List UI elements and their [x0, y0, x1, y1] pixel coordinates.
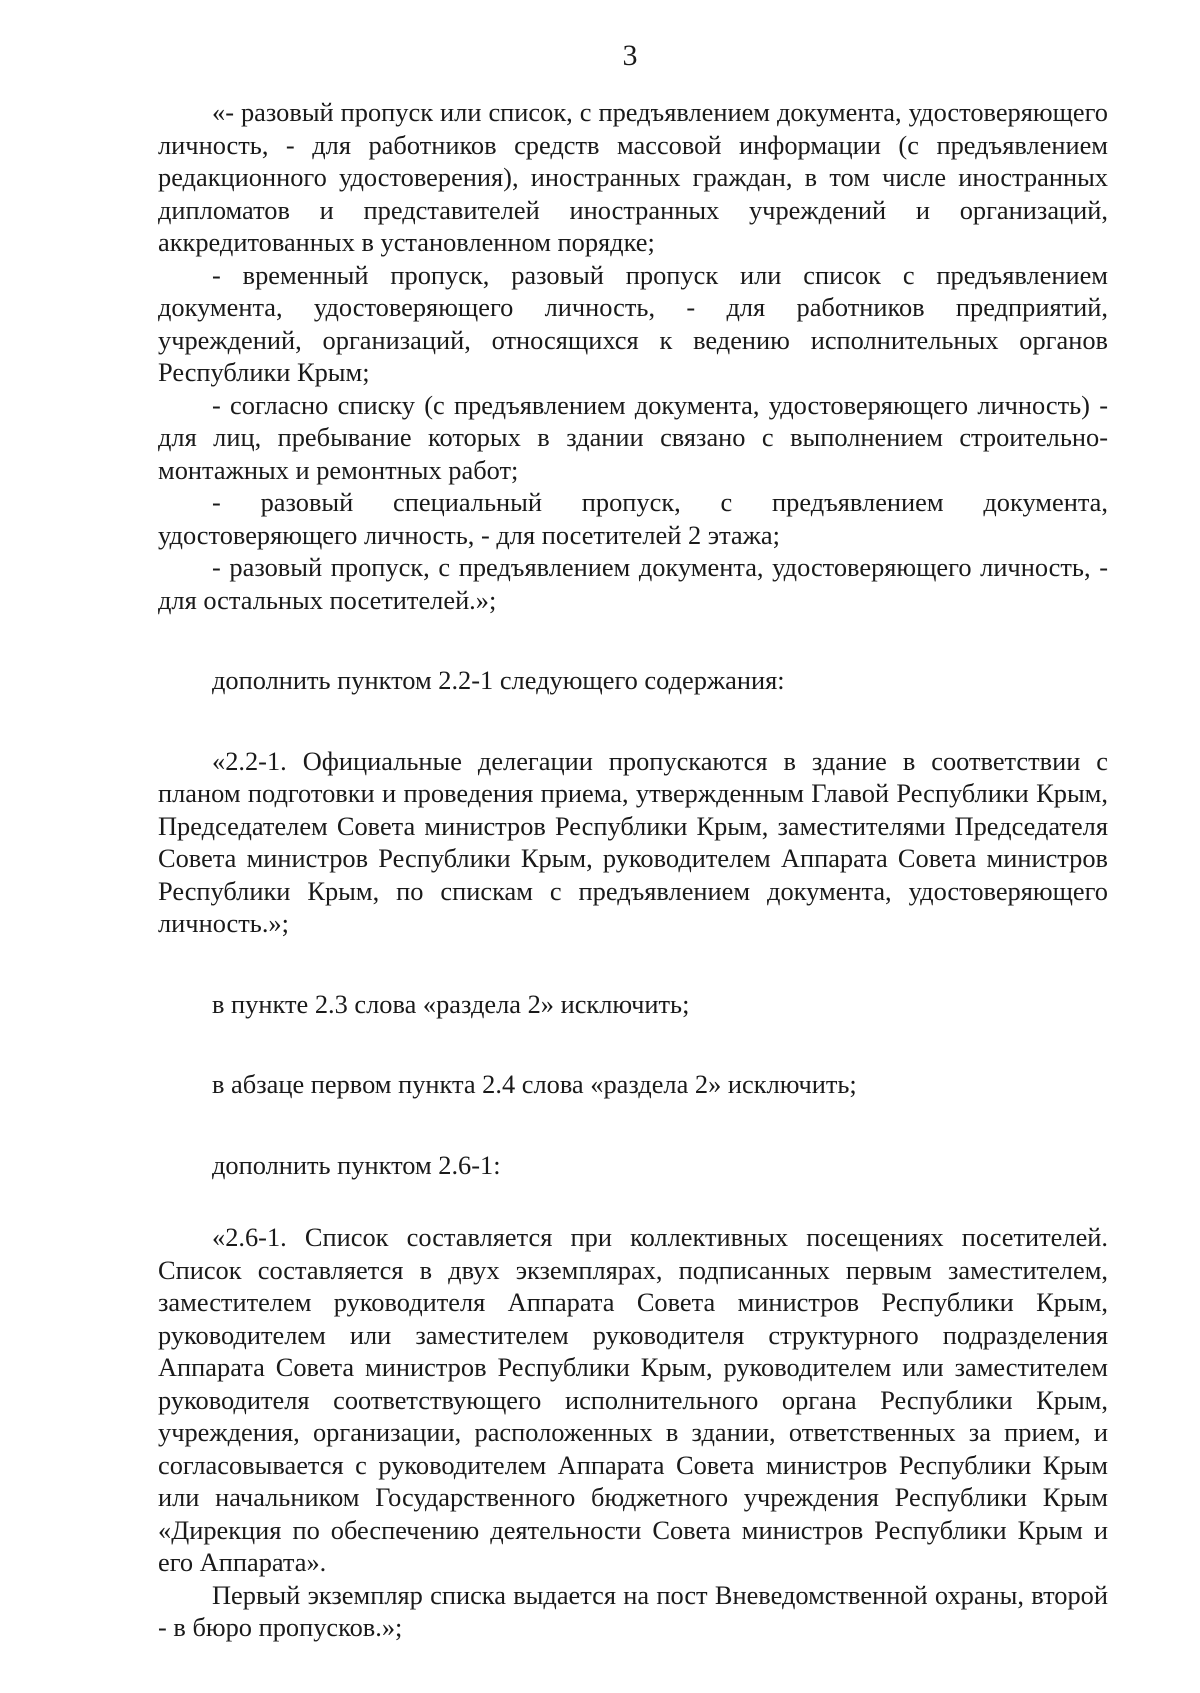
paragraph-spacer	[158, 1181, 1108, 1221]
paragraph-amendment-2-3: в пункте 2.3 слова «раздела 2» исключить;	[212, 988, 690, 1019]
paragraph-spacer	[158, 940, 1108, 988]
paragraph-spacer	[158, 1020, 1108, 1068]
document-body	[158, 96, 1108, 1644]
paragraph-amendment-2-6-1: дополнить пунктом 2.6-1:	[212, 1149, 501, 1180]
paragraph-spacer	[158, 697, 1108, 745]
paragraph-item-construction-list: - согласно списку (с предъявлением документа, удостоверяющего личность) - для лиц, пребывание которых в здании связано с выполнением строительно-монтажных и ремонтных работ;	[158, 389, 1108, 485]
page-number: 3	[622, 39, 638, 72]
paragraph-clause-2-6-1-copies: Первый экземпляр списка выдается на пост Вневедомственной охраны, второй - в бюро пропусков.»;	[158, 1579, 1108, 1642]
paragraph-amendment-2-2-1: дополнить пунктом 2.2-1 следующего содержания:	[212, 665, 785, 695]
paragraph-spacer	[158, 616, 1108, 664]
paragraph-item-temporary-pass: - временный пропуск, разовый пропуск или список с предъявлением документа, удостоверяющего личность, - для работников предприятий, учреждений, организаций, относящихся к ведению исполнительных органов Республики Крым;	[158, 259, 1108, 387]
paragraph-clause-2-2-1: «2.2-1. Официальные делегации пропускаются в здание в соответствии с планом подготовки и проведения приема, утвержденным Главой Республики Крым, Председателем Совета министров Республики Крым, заместителями Председателя Совета министров Республики Крым, руководителем Аппарата Совета министров Республики Крым, по спискам с предъявлением документа, удостоверяющего личность.»;	[158, 745, 1108, 938]
paragraph-amendment-2-4: в абзаце первом пункта 2.4 слова «раздела 2» исключить;	[212, 1069, 857, 1099]
paragraph-spacer	[158, 1101, 1108, 1149]
paragraph-item-media-pass: «- разовый пропуск или список, с предъявлением документа, удостоверяющего личность, - для работников средств массовой информации (с предъявлением редакционного удостоверения), иностранных граждан, в том числе иностранных дипломатов и представителей иностранных учреждений и организаций, аккредитованных в установленном порядке;	[158, 97, 1108, 257]
paragraph-item-other-visitors: - разовый пропуск, с предъявлением документа, удостоверяющего личность, - для остальных посетителей.»;	[158, 552, 1108, 615]
paragraph-clause-2-6-1: «2.6-1. Список составляется при коллективных посещениях посетителей. Список составляется в двух экземплярах, подписанных первым заместителем, заместителем руководителя Аппарата Совета министров Республики Крым, руководителем или заместителем руководителя структурного подразделения Аппарата Совета министров Республики Крым, руководителем или заместителем руководителя соответствующего исполнительного органа Республики Крым, учреждения, организации, расположенных в здании, ответственных за прием, и согласовывается с руководителем Аппарата Совета министров Республики Крым или начальником Государственного бюджетного учреждения Республики Крым «Дирекция по обеспечению деятельности Совета министров Республики Крым и его Аппарата».	[158, 1222, 1108, 1577]
paragraph-item-special-pass: - разовый специальный пропуск, с предъявлением документа, удостоверяющего личность, - для посетителей 2 этажа;	[158, 487, 1108, 550]
